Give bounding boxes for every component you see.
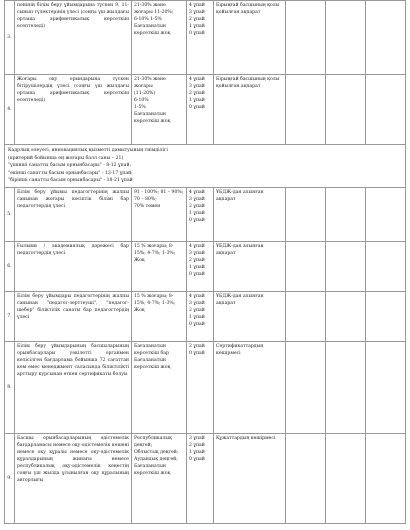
criteria-cell	[132, 187, 187, 241]
empty-cell	[326, 75, 366, 145]
source-cell: ҰБДЖ-дан алынған ақпарат	[214, 187, 286, 241]
score-item: 2 ұпай	[189, 203, 205, 209]
score-item: 2 ұпай	[189, 307, 205, 313]
score-item: 0 ұпай	[189, 456, 205, 462]
empty-cell	[326, 291, 366, 341]
score-item: 0 ұпай	[189, 271, 205, 277]
empty-cell	[286, 1, 326, 75]
score-item: 4 ұпай	[189, 77, 205, 82]
criteria-item: 21-30% және жоғары 11-20%;	[134, 3, 174, 15]
indicator-cell: Жоғары оқу орындарына түскен бітірушілердің үлесі (соңғы үш жылдағы орташа арифметикалық көрсеткіш есептеледі)	[15, 75, 132, 145]
empty-cell	[326, 341, 366, 433]
criteria-item: Бағаланатын көрсеткіш бар	[134, 343, 169, 356]
section-max-score: (критерий бойынша ең жоғары балл саны – 21)	[8, 155, 124, 161]
empty-cell	[366, 75, 406, 145]
criteria-item: 15 % жоғары; 8-15%; 4-7%; 1-3%;	[134, 243, 176, 256]
row-number: 8.	[5, 341, 15, 433]
score-item: 0 ұпай	[189, 31, 205, 36]
score-item: 3 ұпай	[189, 300, 205, 306]
empty-cell	[366, 291, 406, 341]
score-item: 2 ұпай	[189, 257, 205, 263]
row-number: 9.	[5, 433, 15, 523]
table-row	[5, 433, 406, 523]
score-item: 2 ұпай	[189, 91, 205, 96]
row-number: 4.	[5, 75, 15, 145]
table-row	[5, 241, 406, 291]
source-cell: Сертификаттардың көшірмесі	[214, 341, 286, 433]
criteria-cell	[132, 241, 187, 291]
empty-cell	[286, 433, 326, 523]
criteria-cell	[132, 1, 187, 75]
score-item: 4 ұпай	[189, 243, 205, 249]
indicator-cell: Білім беру ұйымдары педагогтерінің жалпы санынан "педагог-зерттеуші", "педагог-шебер" біліктілік санаты бар педагогтердің үлесі	[15, 291, 132, 341]
empty-cell	[366, 241, 406, 291]
scores-cell	[187, 433, 214, 523]
criteria-cell	[132, 291, 187, 341]
scores-cell	[187, 341, 214, 433]
criteria-item: Жоқ	[134, 257, 145, 263]
scores-cell	[187, 291, 214, 341]
document-page	[4, 0, 406, 524]
criteria-item: 91 - 100%; 81 – 90%; 70 – 80%;	[134, 189, 184, 202]
criteria-item: 21-30% және жоғары	[134, 77, 166, 89]
score-item: 0 ұпай	[189, 321, 205, 327]
criteria-item: 1-5%	[134, 105, 146, 110]
score-item: 1 ұпай	[189, 98, 205, 103]
empty-cell	[326, 1, 366, 75]
score-item: 1 ұпай	[189, 264, 205, 270]
section-category-first: "бірінші санатты басым орнынбасары" - 18-21 ұпай	[8, 178, 133, 183]
section-category-third: "үшінші санатты басым орнынбасары" - 8-12 ұпай;	[8, 163, 132, 168]
score-item: 3 ұпай	[189, 196, 205, 202]
indicator-cell: пәнінің білім беру ұйымдарына түскен 9, 11-сынып түлектерінің үлесі (соңғы үш жылдағы орташа арифметикалық көрсеткіш есептеледі)	[15, 1, 132, 75]
score-item: 2 ұпай	[189, 17, 205, 22]
table-row	[5, 1, 406, 75]
criteria-cell	[132, 75, 187, 145]
empty-cell	[366, 433, 406, 523]
indicator-cell: Білім беру ұйымы педагогтерінің жалпы санынан жоғары кәсіптік білімі бар педагогтердің үлесі	[15, 187, 132, 241]
empty-cell	[366, 187, 406, 241]
score-item: 1 ұпай	[189, 210, 205, 216]
score-item: 1 ұпай	[189, 449, 205, 455]
row-number: 6.	[5, 241, 15, 291]
empty-cell	[286, 341, 326, 433]
score-item: 1 ұпай	[189, 314, 205, 320]
score-item: 0 ұпай	[189, 217, 205, 223]
criteria-item: (11-20%)	[134, 91, 156, 96]
table-row	[5, 291, 406, 341]
score-item: 4 ұпай	[189, 293, 205, 299]
empty-cell	[366, 1, 406, 75]
criteria-item: 6-10% 1-5%	[134, 17, 162, 22]
source-cell: ҰБДЖ-дан алынған ақпарат	[214, 241, 286, 291]
criteria-item: 6-10%	[134, 98, 149, 103]
score-item: 3 ұпай	[189, 10, 205, 15]
row-number: 7.	[5, 291, 15, 341]
criteria-item: Бағаланатын көрсеткіш жоқ	[134, 112, 171, 124]
section-header-row	[5, 145, 406, 188]
criteria-item: 70% төмен	[134, 203, 161, 209]
score-item: 1 ұпай	[189, 24, 205, 29]
section-title: Кадрлық әлеуеті, инновациялық қызметті дамытуының тиімділігі	[8, 148, 168, 153]
source-cell: Бірыңғай басшының қолы қойылған ақпарат	[214, 1, 286, 75]
indicator-cell: Басшы орынбасарларының әдістемелік бағдарламасы немесе оқу-әдістемелік кешені немесе оқу құралы немесе оқу-әдістемелік құралдарының жинағы немесе республикалық оқу-әдістемелік кеңестің соңғы үш жылда ұсынылған оқу құралының авторлығы	[15, 433, 132, 523]
section-category-second: "екінші санатты басым орнынбасары" - 13-17 ұпай;	[8, 170, 133, 176]
criteria-item: 15 % жоғары; 8-15%; 4-7%; 1-3%;	[134, 293, 176, 306]
score-item: 0 ұпай	[189, 350, 205, 356]
row-number: 3.	[5, 1, 15, 75]
score-item: 3 ұпай	[189, 84, 205, 89]
score-item: 4 ұпай	[189, 189, 205, 195]
criteria-item: Облыстық деңгей;	[134, 449, 179, 455]
empty-cell	[326, 433, 366, 523]
criteria-table	[4, 0, 406, 524]
empty-cell	[326, 241, 366, 291]
indicator-cell: Білім беру ұйымдарының басшыларының орынбасарлары уәкілетті органмен келісілген бағдарлама бойынша 72 сағаттан кем емес менеджмент саласында біліктілікті арттыру курсынан өткен сертификаты болуы	[15, 341, 132, 433]
score-item: 3 ұпай	[189, 250, 205, 256]
score-item: 3 ұпай	[189, 435, 205, 441]
empty-cell	[286, 291, 326, 341]
empty-cell	[366, 341, 406, 433]
criteria-item: Аудандық деңгей;	[134, 456, 178, 462]
scores-cell	[187, 75, 214, 145]
table-row	[5, 341, 406, 433]
empty-cell	[326, 187, 366, 241]
row-number: 5.	[5, 187, 15, 241]
empty-cell	[286, 75, 326, 145]
scores-cell	[187, 187, 214, 241]
source-cell: ҰБДЖ-дан алынған ақпарат	[214, 291, 286, 341]
empty-cell	[286, 241, 326, 291]
scores-cell	[187, 1, 214, 75]
scores-cell	[187, 241, 214, 291]
score-item: 2 ұпай	[189, 343, 205, 349]
indicator-cell: Ғылыми / академиялық дәрежесі бар педагогтердің үлесі	[15, 241, 132, 291]
criteria-cell	[132, 341, 187, 433]
score-item: 0 ұпай	[189, 105, 205, 110]
criteria-item: Жоқ	[134, 307, 145, 313]
empty-cell	[286, 187, 326, 241]
score-item: 4 ұпай	[189, 3, 205, 8]
section-header	[5, 145, 406, 188]
table-row	[5, 75, 406, 145]
source-cell: Құжаттардың көшірмесі	[214, 433, 286, 523]
score-item: 2 ұпай	[189, 442, 205, 448]
criteria-item: Бағаланатын көрсеткіш жоқ	[134, 357, 171, 370]
table-row	[5, 187, 406, 241]
criteria-cell	[132, 433, 187, 523]
criteria-item: Республикалық деңгей;	[134, 435, 172, 448]
source-cell: Бірыңғай басшының қолы қойылған ақпарат	[214, 75, 286, 145]
criteria-item: Бағаланатын көрсеткіш жоқ	[134, 463, 171, 476]
criteria-item: Бағаланатын көрсеткіш жоқ	[134, 24, 171, 36]
